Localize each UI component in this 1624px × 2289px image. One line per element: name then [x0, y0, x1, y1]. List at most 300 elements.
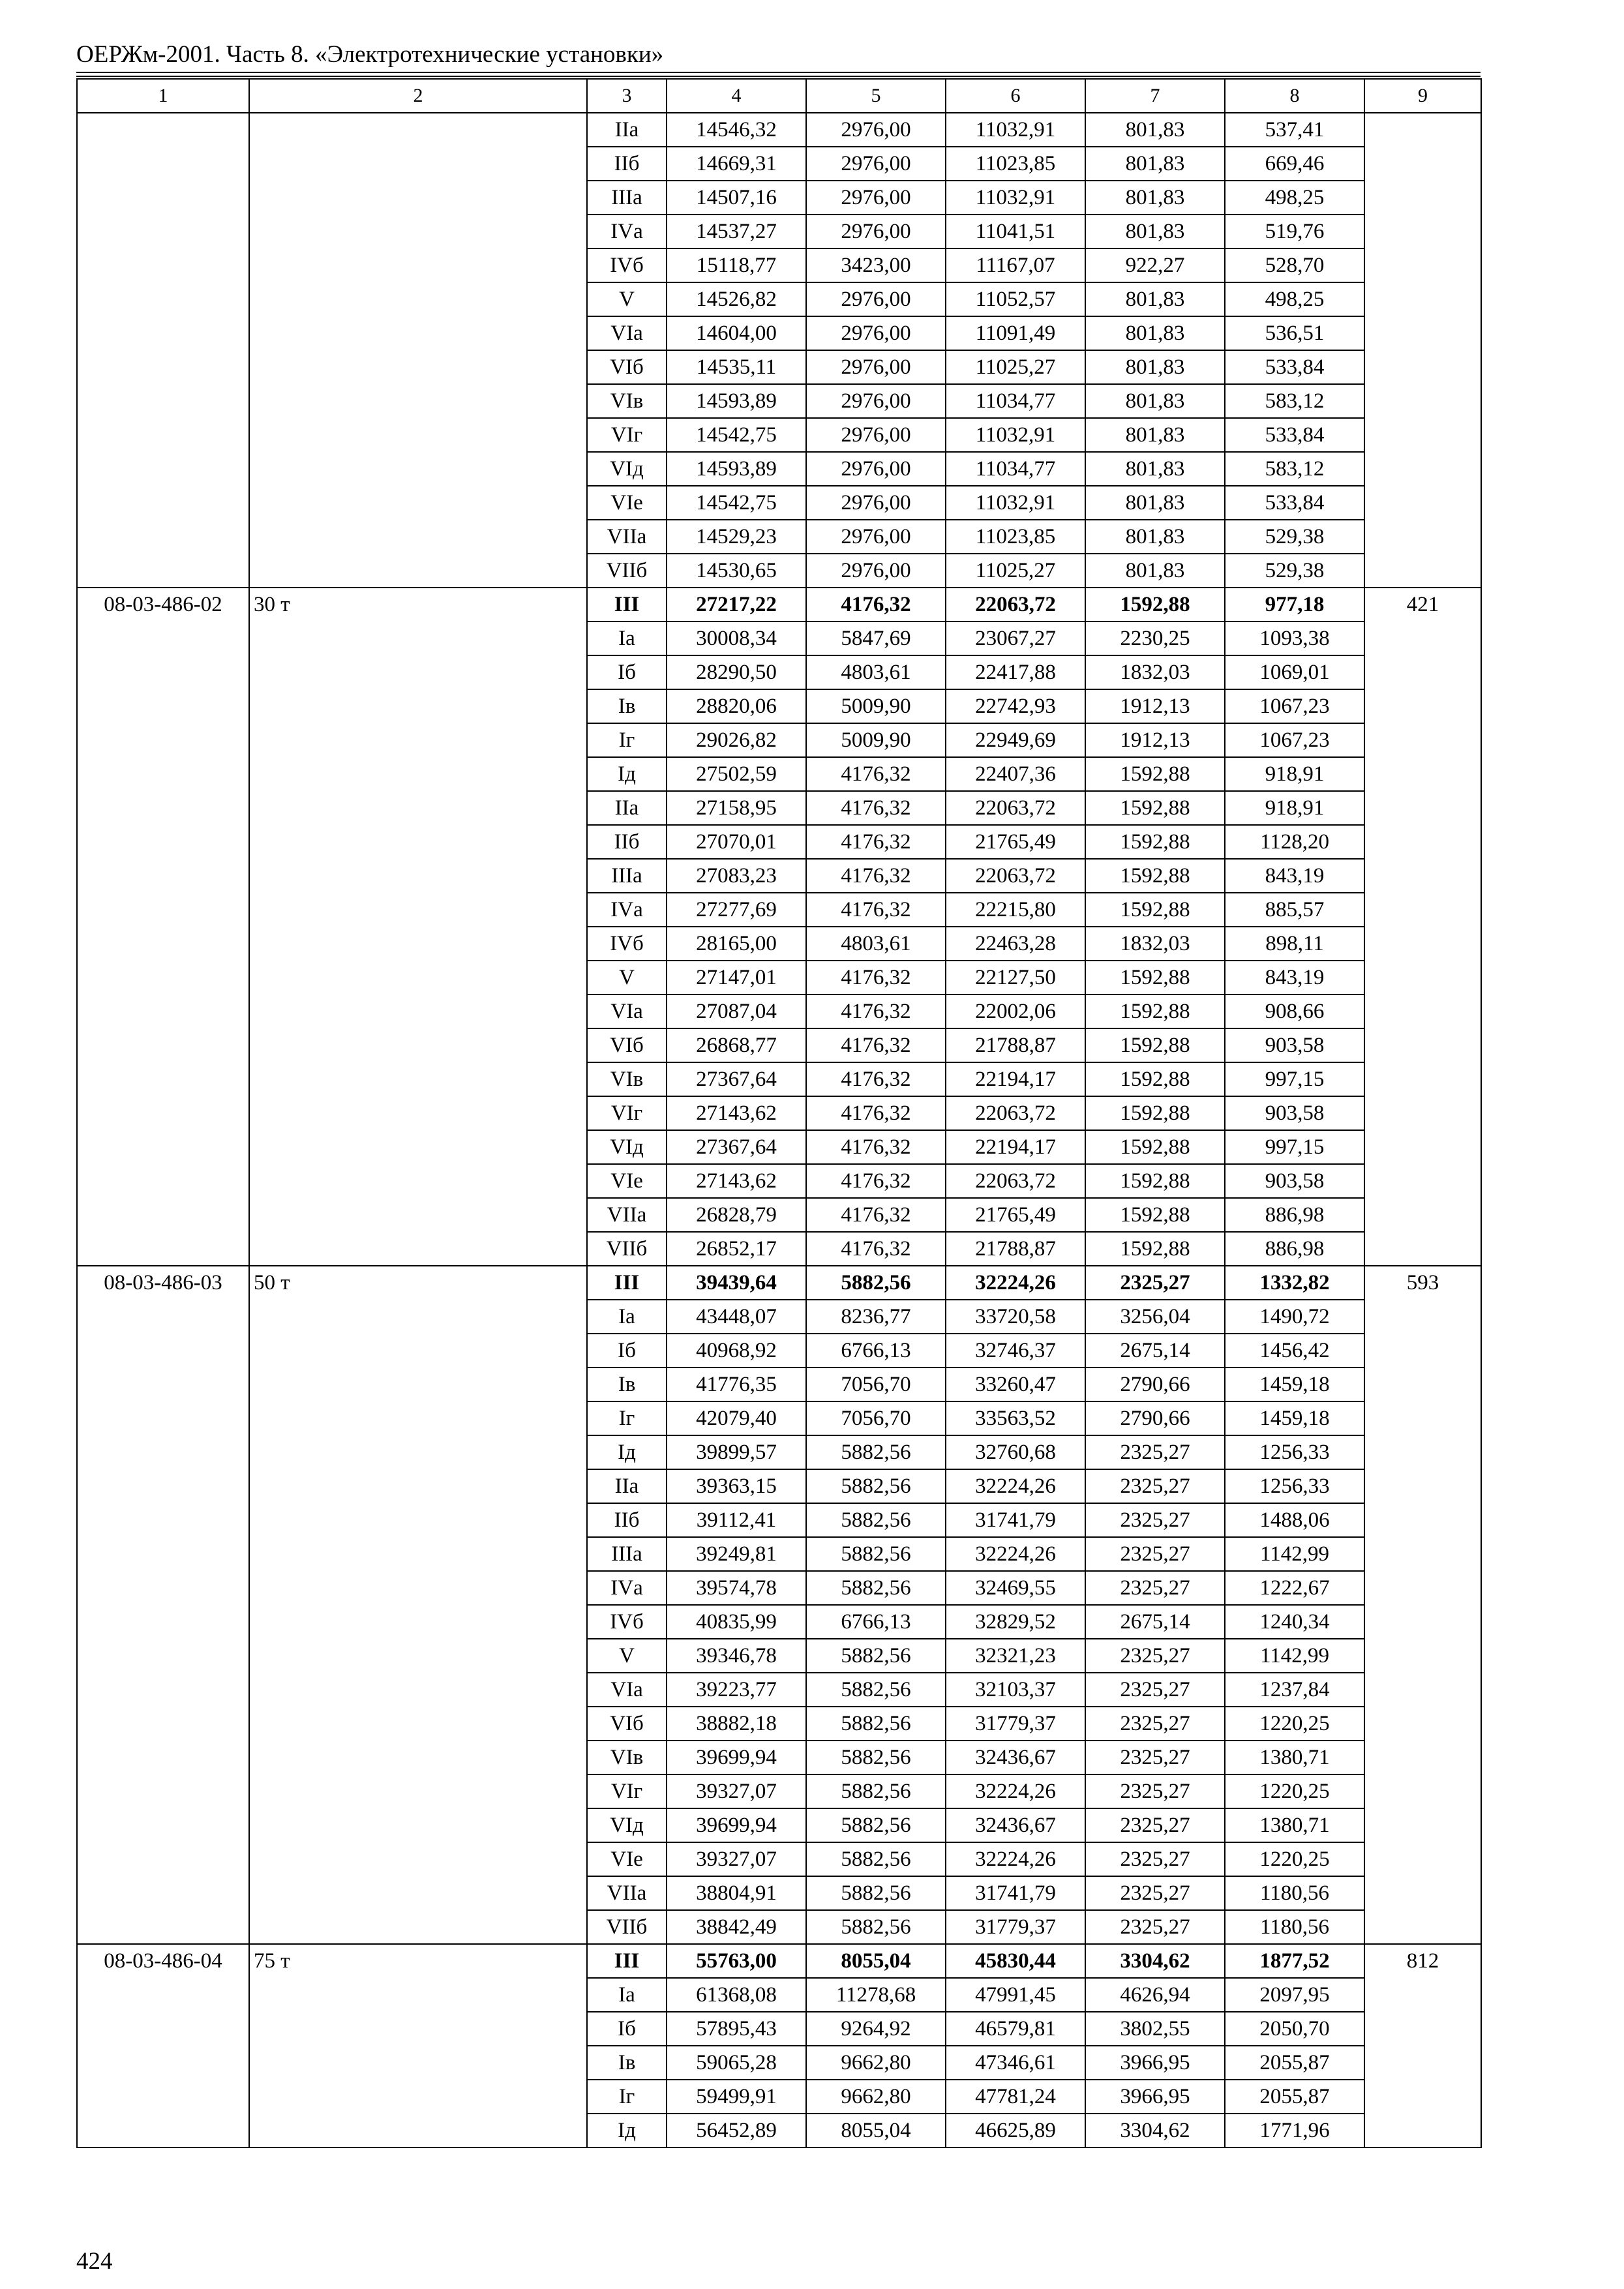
- value-cell: 15118,77: [667, 248, 806, 282]
- column-header-7: 7: [1085, 79, 1225, 113]
- value-cell: 5882,56: [806, 1435, 946, 1469]
- value-cell: 1142,99: [1225, 1537, 1364, 1571]
- row-label: IVб: [587, 1605, 667, 1639]
- value-cell: 28820,06: [667, 689, 806, 723]
- value-cell: 14546,32: [667, 113, 806, 147]
- value-cell: 22194,17: [946, 1062, 1085, 1096]
- table-row: [77, 588, 1481, 621]
- value-cell: 1592,88: [1085, 995, 1225, 1028]
- value-cell: 997,15: [1225, 1062, 1364, 1096]
- group-name: 30 т: [249, 588, 587, 1266]
- value-cell: 21788,87: [946, 1232, 1085, 1266]
- value-cell: 61368,08: [667, 1978, 806, 2012]
- value-cell: 39249,81: [667, 1537, 806, 1571]
- header-rule-double: [76, 76, 1481, 77]
- value-cell: 39439,64: [667, 1266, 806, 1300]
- value-cell: 14530,65: [667, 554, 806, 588]
- value-cell: 498,25: [1225, 181, 1364, 215]
- group-name: 75 т: [249, 1944, 587, 2147]
- value-cell: 2325,27: [1085, 1537, 1225, 1571]
- value-cell: 11023,85: [946, 147, 1085, 181]
- value-cell: 2790,66: [1085, 1368, 1225, 1401]
- row-label: Iв: [587, 1368, 667, 1401]
- column-header-2: 2: [249, 79, 587, 113]
- row-label: VIг: [587, 418, 667, 452]
- value-cell: 2325,27: [1085, 1774, 1225, 1808]
- row-label: Iд: [587, 2114, 667, 2147]
- value-cell: 32224,26: [946, 1469, 1085, 1503]
- value-cell: 27367,64: [667, 1062, 806, 1096]
- value-cell: 801,83: [1085, 384, 1225, 418]
- value-cell: 801,83: [1085, 215, 1225, 248]
- group-code: 08-03-486-04: [77, 1944, 249, 2147]
- value-cell: 28165,00: [667, 927, 806, 961]
- column-header-8: 8: [1225, 79, 1364, 113]
- value-cell: 32103,37: [946, 1673, 1085, 1707]
- value-cell: 1832,03: [1085, 655, 1225, 689]
- value-cell: 8055,04: [806, 2114, 946, 2147]
- table-header-row: [77, 79, 1481, 113]
- value-cell: 14526,82: [667, 282, 806, 316]
- value-cell: 1180,56: [1225, 1910, 1364, 1944]
- value-cell: 2675,14: [1085, 1334, 1225, 1368]
- value-cell: 801,83: [1085, 418, 1225, 452]
- row-label: IIб: [587, 147, 667, 181]
- value-cell: 14529,23: [667, 520, 806, 554]
- value-cell: 537,41: [1225, 113, 1364, 147]
- value-cell: 14507,16: [667, 181, 806, 215]
- value-cell: 583,12: [1225, 384, 1364, 418]
- value-cell: 39699,94: [667, 1741, 806, 1774]
- value-cell: 2325,27: [1085, 1266, 1225, 1300]
- value-cell: 11025,27: [946, 350, 1085, 384]
- value-cell: 22002,06: [946, 995, 1085, 1028]
- value-cell: 498,25: [1225, 282, 1364, 316]
- value-cell: 886,98: [1225, 1198, 1364, 1232]
- value-cell: 2976,00: [806, 181, 946, 215]
- row-label: Iа: [587, 1300, 667, 1334]
- value-cell: 14669,31: [667, 147, 806, 181]
- value-cell: 1220,25: [1225, 1707, 1364, 1741]
- value-cell: 5882,56: [806, 1910, 946, 1944]
- value-cell: 529,38: [1225, 520, 1364, 554]
- value-cell: 11025,27: [946, 554, 1085, 588]
- row-label: Iг: [587, 1401, 667, 1435]
- value-cell: 4176,32: [806, 961, 946, 995]
- table-row: [77, 113, 1481, 147]
- value-cell: 1592,88: [1085, 825, 1225, 859]
- value-cell: 8236,77: [806, 1300, 946, 1334]
- value-cell: 2230,25: [1085, 621, 1225, 655]
- value-cell: 39899,57: [667, 1435, 806, 1469]
- value-cell: 1256,33: [1225, 1469, 1364, 1503]
- value-cell: 21788,87: [946, 1028, 1085, 1062]
- value-cell: 32436,67: [946, 1808, 1085, 1842]
- value-cell: 22407,36: [946, 757, 1085, 791]
- value-cell: 1490,72: [1225, 1300, 1364, 1334]
- value-cell: 4176,32: [806, 588, 946, 621]
- value-cell: 1180,56: [1225, 1876, 1364, 1910]
- value-cell: 1592,88: [1085, 893, 1225, 927]
- value-cell: 5009,90: [806, 723, 946, 757]
- value-cell: 47346,61: [946, 2046, 1085, 2080]
- row-label: IIа: [587, 791, 667, 825]
- value-cell: 27143,62: [667, 1096, 806, 1130]
- value-cell: 1456,42: [1225, 1334, 1364, 1368]
- value-cell: 1592,88: [1085, 1164, 1225, 1198]
- row-label: VIа: [587, 995, 667, 1028]
- value-cell: 5882,56: [806, 1741, 946, 1774]
- value-cell: 1093,38: [1225, 621, 1364, 655]
- value-cell: 2055,87: [1225, 2046, 1364, 2080]
- value-cell: 2325,27: [1085, 1469, 1225, 1503]
- value-cell: 14593,89: [667, 384, 806, 418]
- value-cell: 26868,77: [667, 1028, 806, 1062]
- row-label: IIа: [587, 113, 667, 147]
- value-cell: 2055,87: [1225, 2080, 1364, 2114]
- value-cell: 27087,04: [667, 995, 806, 1028]
- value-cell: 1592,88: [1085, 791, 1225, 825]
- value-cell: 59065,28: [667, 2046, 806, 2080]
- value-cell: 4176,32: [806, 1062, 946, 1096]
- value-cell: 3966,95: [1085, 2080, 1225, 2114]
- value-cell: 1832,03: [1085, 927, 1225, 961]
- value-cell: 5009,90: [806, 689, 946, 723]
- value-cell: 5882,56: [806, 1537, 946, 1571]
- value-cell: 4176,32: [806, 825, 946, 859]
- row-label: IVа: [587, 215, 667, 248]
- value-cell: 11023,85: [946, 520, 1085, 554]
- row-label: VIIа: [587, 1198, 667, 1232]
- page-header-title: ОЕРЖм-2001. Часть 8. «Электротехнические установки»: [76, 41, 664, 68]
- value-cell: 11167,07: [946, 248, 1085, 282]
- group-name: [249, 113, 587, 588]
- value-cell: 27217,22: [667, 588, 806, 621]
- value-cell: 1592,88: [1085, 1130, 1225, 1164]
- value-cell: 5882,56: [806, 1469, 946, 1503]
- row-label: IIа: [587, 1469, 667, 1503]
- row-label: III: [587, 588, 667, 621]
- value-cell: 11091,49: [946, 316, 1085, 350]
- value-cell: 30008,34: [667, 621, 806, 655]
- value-cell: 5847,69: [806, 621, 946, 655]
- value-cell: 1877,52: [1225, 1944, 1364, 1978]
- value-cell: 908,66: [1225, 995, 1364, 1028]
- value-cell: 1220,25: [1225, 1774, 1364, 1808]
- value-cell: 14542,75: [667, 486, 806, 520]
- value-cell: 5882,56: [806, 1503, 946, 1537]
- value-cell: 22063,72: [946, 1096, 1085, 1130]
- group-code: 08-03-486-03: [77, 1266, 249, 1944]
- value-cell: 22063,72: [946, 859, 1085, 893]
- value-cell: 886,98: [1225, 1232, 1364, 1266]
- value-cell: 4176,32: [806, 1164, 946, 1198]
- value-cell: 801,83: [1085, 113, 1225, 147]
- value-cell: 39327,07: [667, 1842, 806, 1876]
- value-cell: 57895,43: [667, 2012, 806, 2046]
- value-cell: 33563,52: [946, 1401, 1085, 1435]
- value-cell: 39112,41: [667, 1503, 806, 1537]
- value-cell: 27147,01: [667, 961, 806, 995]
- value-cell: 4176,32: [806, 1096, 946, 1130]
- value-cell: 14537,27: [667, 215, 806, 248]
- row-label: IIIа: [587, 1537, 667, 1571]
- value-cell: 27083,23: [667, 859, 806, 893]
- value-cell: 22063,72: [946, 1164, 1085, 1198]
- group-last-column: 593: [1364, 1266, 1481, 1944]
- group-name: 50 т: [249, 1266, 587, 1944]
- value-cell: 1459,18: [1225, 1368, 1364, 1401]
- value-cell: 801,83: [1085, 316, 1225, 350]
- value-cell: 39327,07: [667, 1774, 806, 1808]
- value-cell: 22063,72: [946, 588, 1085, 621]
- value-cell: 11032,91: [946, 486, 1085, 520]
- value-cell: 11032,91: [946, 113, 1085, 147]
- value-cell: 4803,61: [806, 655, 946, 689]
- value-cell: 29026,82: [667, 723, 806, 757]
- value-cell: 4626,94: [1085, 1978, 1225, 2012]
- value-cell: 31741,79: [946, 1503, 1085, 1537]
- value-cell: 1771,96: [1225, 2114, 1364, 2147]
- value-cell: 11041,51: [946, 215, 1085, 248]
- value-cell: 32321,23: [946, 1639, 1085, 1673]
- row-label: IIIа: [587, 181, 667, 215]
- value-cell: 1912,13: [1085, 689, 1225, 723]
- value-cell: 2325,27: [1085, 1639, 1225, 1673]
- row-label: Iг: [587, 723, 667, 757]
- row-label: VIд: [587, 1130, 667, 1164]
- value-cell: 2325,27: [1085, 1876, 1225, 1910]
- table-row: [77, 1944, 1481, 1978]
- value-cell: 27277,69: [667, 893, 806, 927]
- value-cell: 2976,00: [806, 554, 946, 588]
- value-cell: 903,58: [1225, 1164, 1364, 1198]
- value-cell: 5882,56: [806, 1774, 946, 1808]
- value-cell: 2976,00: [806, 350, 946, 384]
- value-cell: 2976,00: [806, 452, 946, 486]
- row-label: IVа: [587, 893, 667, 927]
- row-label: Iа: [587, 621, 667, 655]
- value-cell: 1488,06: [1225, 1503, 1364, 1537]
- value-cell: 977,18: [1225, 588, 1364, 621]
- value-cell: 1222,67: [1225, 1571, 1364, 1605]
- value-cell: 2325,27: [1085, 1435, 1225, 1469]
- value-cell: 46579,81: [946, 2012, 1085, 2046]
- value-cell: 59499,91: [667, 2080, 806, 2114]
- row-label: Iб: [587, 655, 667, 689]
- value-cell: 903,58: [1225, 1096, 1364, 1130]
- value-cell: 4803,61: [806, 927, 946, 961]
- value-cell: 4176,32: [806, 791, 946, 825]
- value-cell: 2976,00: [806, 113, 946, 147]
- value-cell: 47781,24: [946, 2080, 1085, 2114]
- value-cell: 2976,00: [806, 418, 946, 452]
- row-label: VIIб: [587, 1232, 667, 1266]
- row-label: Iв: [587, 689, 667, 723]
- value-cell: 2325,27: [1085, 1571, 1225, 1605]
- value-cell: 3304,62: [1085, 2114, 1225, 2147]
- value-cell: 3966,95: [1085, 2046, 1225, 2080]
- value-cell: 32224,26: [946, 1774, 1085, 1808]
- value-cell: 2976,00: [806, 147, 946, 181]
- value-cell: 56452,89: [667, 2114, 806, 2147]
- row-label: III: [587, 1944, 667, 1978]
- value-cell: 7056,70: [806, 1401, 946, 1435]
- value-cell: 11034,77: [946, 452, 1085, 486]
- value-cell: 533,84: [1225, 418, 1364, 452]
- value-cell: 801,83: [1085, 282, 1225, 316]
- value-cell: 2325,27: [1085, 1808, 1225, 1842]
- value-cell: 1592,88: [1085, 757, 1225, 791]
- value-cell: 2097,95: [1225, 1978, 1364, 2012]
- row-label: IIIа: [587, 859, 667, 893]
- value-cell: 5882,56: [806, 1707, 946, 1741]
- column-header-5: 5: [806, 79, 946, 113]
- row-label: Iб: [587, 1334, 667, 1368]
- value-cell: 39346,78: [667, 1639, 806, 1673]
- value-cell: 26828,79: [667, 1198, 806, 1232]
- value-cell: 38842,49: [667, 1910, 806, 1944]
- value-cell: 28290,50: [667, 655, 806, 689]
- value-cell: 23067,27: [946, 621, 1085, 655]
- value-cell: 533,84: [1225, 350, 1364, 384]
- value-cell: 1142,99: [1225, 1639, 1364, 1673]
- row-label: VIд: [587, 452, 667, 486]
- value-cell: 9662,80: [806, 2080, 946, 2114]
- rates-table: [76, 78, 1482, 2148]
- value-cell: 4176,32: [806, 757, 946, 791]
- value-cell: 40968,92: [667, 1334, 806, 1368]
- value-cell: 32436,67: [946, 1741, 1085, 1774]
- value-cell: 42079,40: [667, 1401, 806, 1435]
- value-cell: 6766,13: [806, 1605, 946, 1639]
- value-cell: 2790,66: [1085, 1401, 1225, 1435]
- value-cell: 2325,27: [1085, 1842, 1225, 1876]
- row-label: IIб: [587, 825, 667, 859]
- value-cell: 1380,71: [1225, 1741, 1364, 1774]
- value-cell: 11052,57: [946, 282, 1085, 316]
- value-cell: 801,83: [1085, 554, 1225, 588]
- row-label: VIIа: [587, 520, 667, 554]
- value-cell: 11032,91: [946, 418, 1085, 452]
- row-label: III: [587, 1266, 667, 1300]
- value-cell: 27367,64: [667, 1130, 806, 1164]
- value-cell: 1592,88: [1085, 1198, 1225, 1232]
- value-cell: 2976,00: [806, 282, 946, 316]
- value-cell: 922,27: [1085, 248, 1225, 282]
- value-cell: 4176,32: [806, 1232, 946, 1266]
- row-label: VIб: [587, 1707, 667, 1741]
- value-cell: 2976,00: [806, 520, 946, 554]
- row-label: VIб: [587, 350, 667, 384]
- column-header-4: 4: [667, 79, 806, 113]
- value-cell: 669,46: [1225, 147, 1364, 181]
- value-cell: 528,70: [1225, 248, 1364, 282]
- row-label: VIе: [587, 1842, 667, 1876]
- value-cell: 1332,82: [1225, 1266, 1364, 1300]
- row-label: VIб: [587, 1028, 667, 1062]
- value-cell: 3423,00: [806, 248, 946, 282]
- value-cell: 27070,01: [667, 825, 806, 859]
- value-cell: 1592,88: [1085, 1028, 1225, 1062]
- value-cell: 3802,55: [1085, 2012, 1225, 2046]
- value-cell: 21765,49: [946, 1198, 1085, 1232]
- value-cell: 885,57: [1225, 893, 1364, 927]
- group-last-column: 421: [1364, 588, 1481, 1266]
- value-cell: 38804,91: [667, 1876, 806, 1910]
- value-cell: 5882,56: [806, 1266, 946, 1300]
- value-cell: 536,51: [1225, 316, 1364, 350]
- row-label: V: [587, 1639, 667, 1673]
- value-cell: 2325,27: [1085, 1910, 1225, 1944]
- value-cell: 27143,62: [667, 1164, 806, 1198]
- table-row: [77, 1266, 1481, 1300]
- value-cell: 801,83: [1085, 147, 1225, 181]
- row-label: Iд: [587, 1435, 667, 1469]
- row-label: VIIб: [587, 554, 667, 588]
- value-cell: 39223,77: [667, 1673, 806, 1707]
- value-cell: 903,58: [1225, 1028, 1364, 1062]
- value-cell: 1240,34: [1225, 1605, 1364, 1639]
- row-label: VIе: [587, 1164, 667, 1198]
- value-cell: 32224,26: [946, 1842, 1085, 1876]
- value-cell: 33260,47: [946, 1368, 1085, 1401]
- column-header-3: 3: [587, 79, 667, 113]
- header-rule: [76, 72, 1481, 73]
- row-label: Iг: [587, 2080, 667, 2114]
- value-cell: 2325,27: [1085, 1673, 1225, 1707]
- value-cell: 14535,11: [667, 350, 806, 384]
- value-cell: 39574,78: [667, 1571, 806, 1605]
- value-cell: 1067,23: [1225, 723, 1364, 757]
- row-label: Iв: [587, 2046, 667, 2080]
- value-cell: 1592,88: [1085, 859, 1225, 893]
- row-label: IIб: [587, 1503, 667, 1537]
- value-cell: 801,83: [1085, 452, 1225, 486]
- value-cell: 1067,23: [1225, 689, 1364, 723]
- value-cell: 2325,27: [1085, 1707, 1225, 1741]
- row-label: VIIб: [587, 1910, 667, 1944]
- value-cell: 529,38: [1225, 554, 1364, 588]
- value-cell: 5882,56: [806, 1673, 946, 1707]
- value-cell: 22215,80: [946, 893, 1085, 927]
- value-cell: 22063,72: [946, 791, 1085, 825]
- row-label: VIIа: [587, 1876, 667, 1910]
- value-cell: 43448,07: [667, 1300, 806, 1334]
- value-cell: 843,19: [1225, 859, 1364, 893]
- value-cell: 1128,20: [1225, 825, 1364, 859]
- value-cell: 2976,00: [806, 215, 946, 248]
- value-cell: 7056,70: [806, 1368, 946, 1401]
- value-cell: 9264,92: [806, 2012, 946, 2046]
- value-cell: 27158,95: [667, 791, 806, 825]
- row-label: VIг: [587, 1774, 667, 1808]
- value-cell: 4176,32: [806, 1198, 946, 1232]
- value-cell: 14604,00: [667, 316, 806, 350]
- row-label: VIг: [587, 1096, 667, 1130]
- value-cell: 3256,04: [1085, 1300, 1225, 1334]
- value-cell: 997,15: [1225, 1130, 1364, 1164]
- value-cell: 533,84: [1225, 486, 1364, 520]
- row-label: IVб: [587, 927, 667, 961]
- group-last-column: 812: [1364, 1944, 1481, 2147]
- value-cell: 11278,68: [806, 1978, 946, 2012]
- value-cell: 32746,37: [946, 1334, 1085, 1368]
- value-cell: 38882,18: [667, 1707, 806, 1741]
- value-cell: 1069,01: [1225, 655, 1364, 689]
- row-label: Iб: [587, 2012, 667, 2046]
- row-label: IVб: [587, 248, 667, 282]
